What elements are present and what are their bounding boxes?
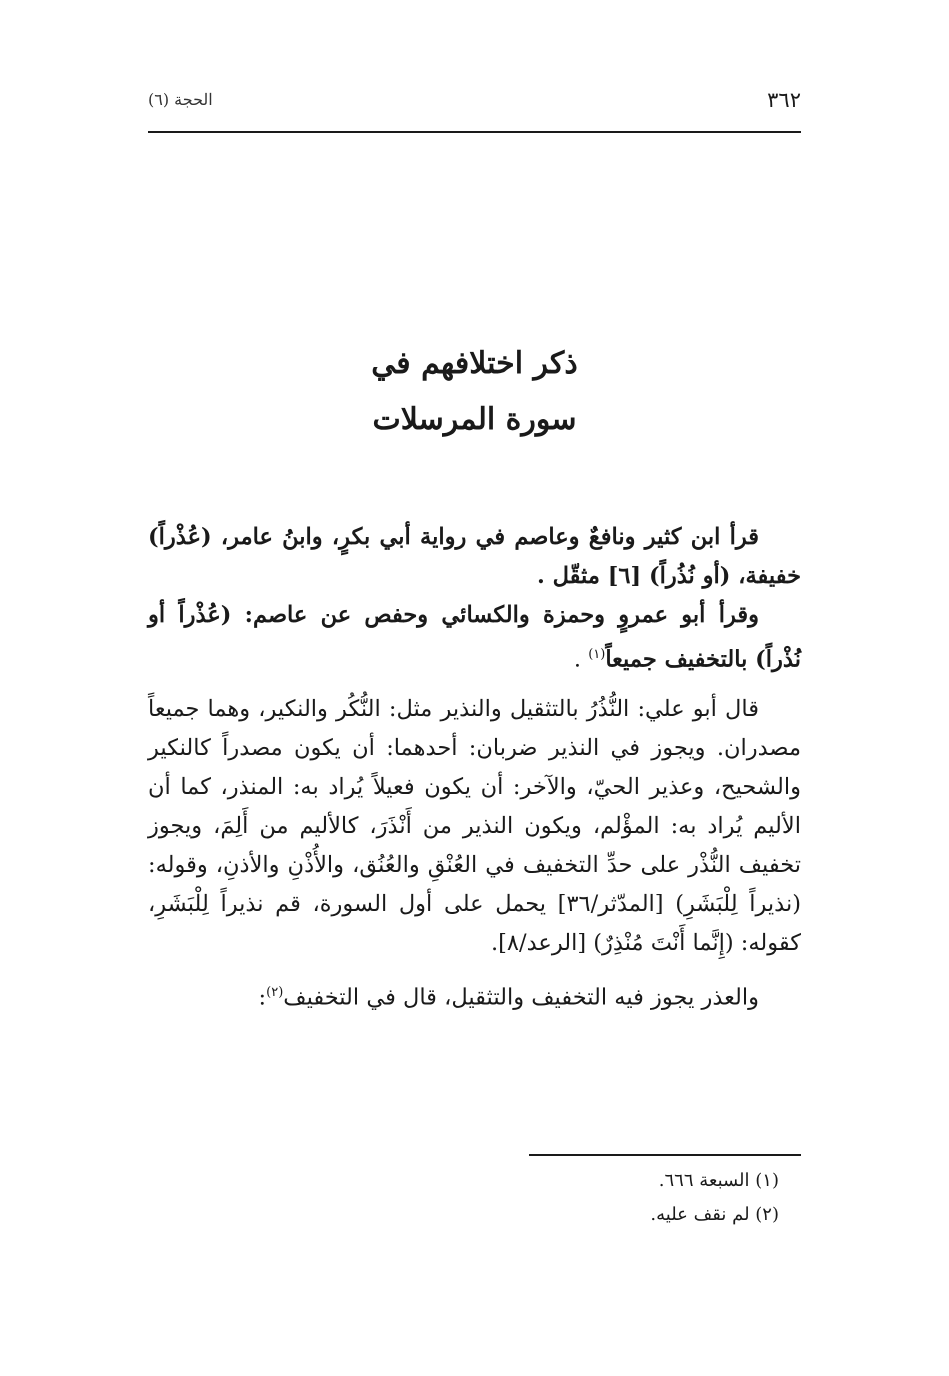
- paragraph-4-end: :: [258, 984, 267, 1010]
- paragraph-1: [148, 518, 801, 596]
- footnote-1: (١) السبعة ٦٦٦.: [658, 1170, 779, 1191]
- chapter-heading: [148, 336, 801, 448]
- book-title: الحجة (٦): [148, 90, 213, 109]
- paragraph-2: [148, 596, 801, 680]
- paragraph-2-text-b: (عُذْراً أو نُذْراً) بالتخفيف جميعاً: [148, 602, 801, 673]
- body-text: [148, 518, 801, 1017]
- footnote-ref-1: (١): [588, 647, 606, 662]
- paragraph-4-text: والعذر يجوز فيه التخفيف والتثقيل، قال في التخفيف: [283, 984, 759, 1010]
- footnote-2: (٢) لم نقف عليه.: [650, 1204, 779, 1225]
- footnotes: [148, 1164, 801, 1232]
- paragraph-2-end: .: [573, 646, 589, 673]
- running-head: [148, 88, 801, 118]
- footnote-rule: [529, 1154, 801, 1156]
- chapter-heading-line-1: ذكر اختلافهم في: [371, 346, 578, 381]
- header-rule: [148, 131, 801, 133]
- paragraph-1-text-a: قرأ ابن كثير ونافعٌ وعاصم في رواية أبي بكرٍ، وابنُ عامر،: [211, 524, 759, 550]
- page-number: ٣٦٢: [767, 88, 801, 112]
- paragraph-3: قال أبو علي: النُّذُرُ بالتثقيل والنذير مثل: النُّكُر والنكير، وهما جميعاً مصدران. ويجوز في النذير ضربان: أحدهما: أن يكون مصدراً كالنكير والشحيح، وعذير الحيّ، والآخر: أن يكون فعيلاً يُراد به: المنذر، كما أن الأليم يُراد به: المؤْلم، ويكون النذير من أَنْذَرَ، كالأليم من أَلِمَ، ويجوز تخفيف النُّذْر على حدِّ التخفيف في العُنْقِ والعُنُق، والأُذْنِ والأذنِ، وقوله: (نذيراً لِلْبَشَرِ) [المدّثر/٣٦] يحمل على أول السورة، قم نذيراً لِلْبَشَرِ، كقوله: (إِنَّما أَنْتَ مُنْذِرٌ) [الرعد/٨].: [148, 695, 801, 956]
- chapter-heading-line-2: سورة المرسلات: [372, 402, 577, 437]
- paragraph-1-text-b: (عُذْراً) خفيفة، (أو نُذُراً) [٦] مثقّل .: [148, 524, 801, 589]
- paragraph-4: [148, 973, 801, 1018]
- paragraph-2-text-a: وقرأ أبو عمروٍ وحمزة والكسائي وحفص عن عاصم:: [231, 602, 759, 628]
- footnote-ref-2: (٢): [266, 984, 284, 1000]
